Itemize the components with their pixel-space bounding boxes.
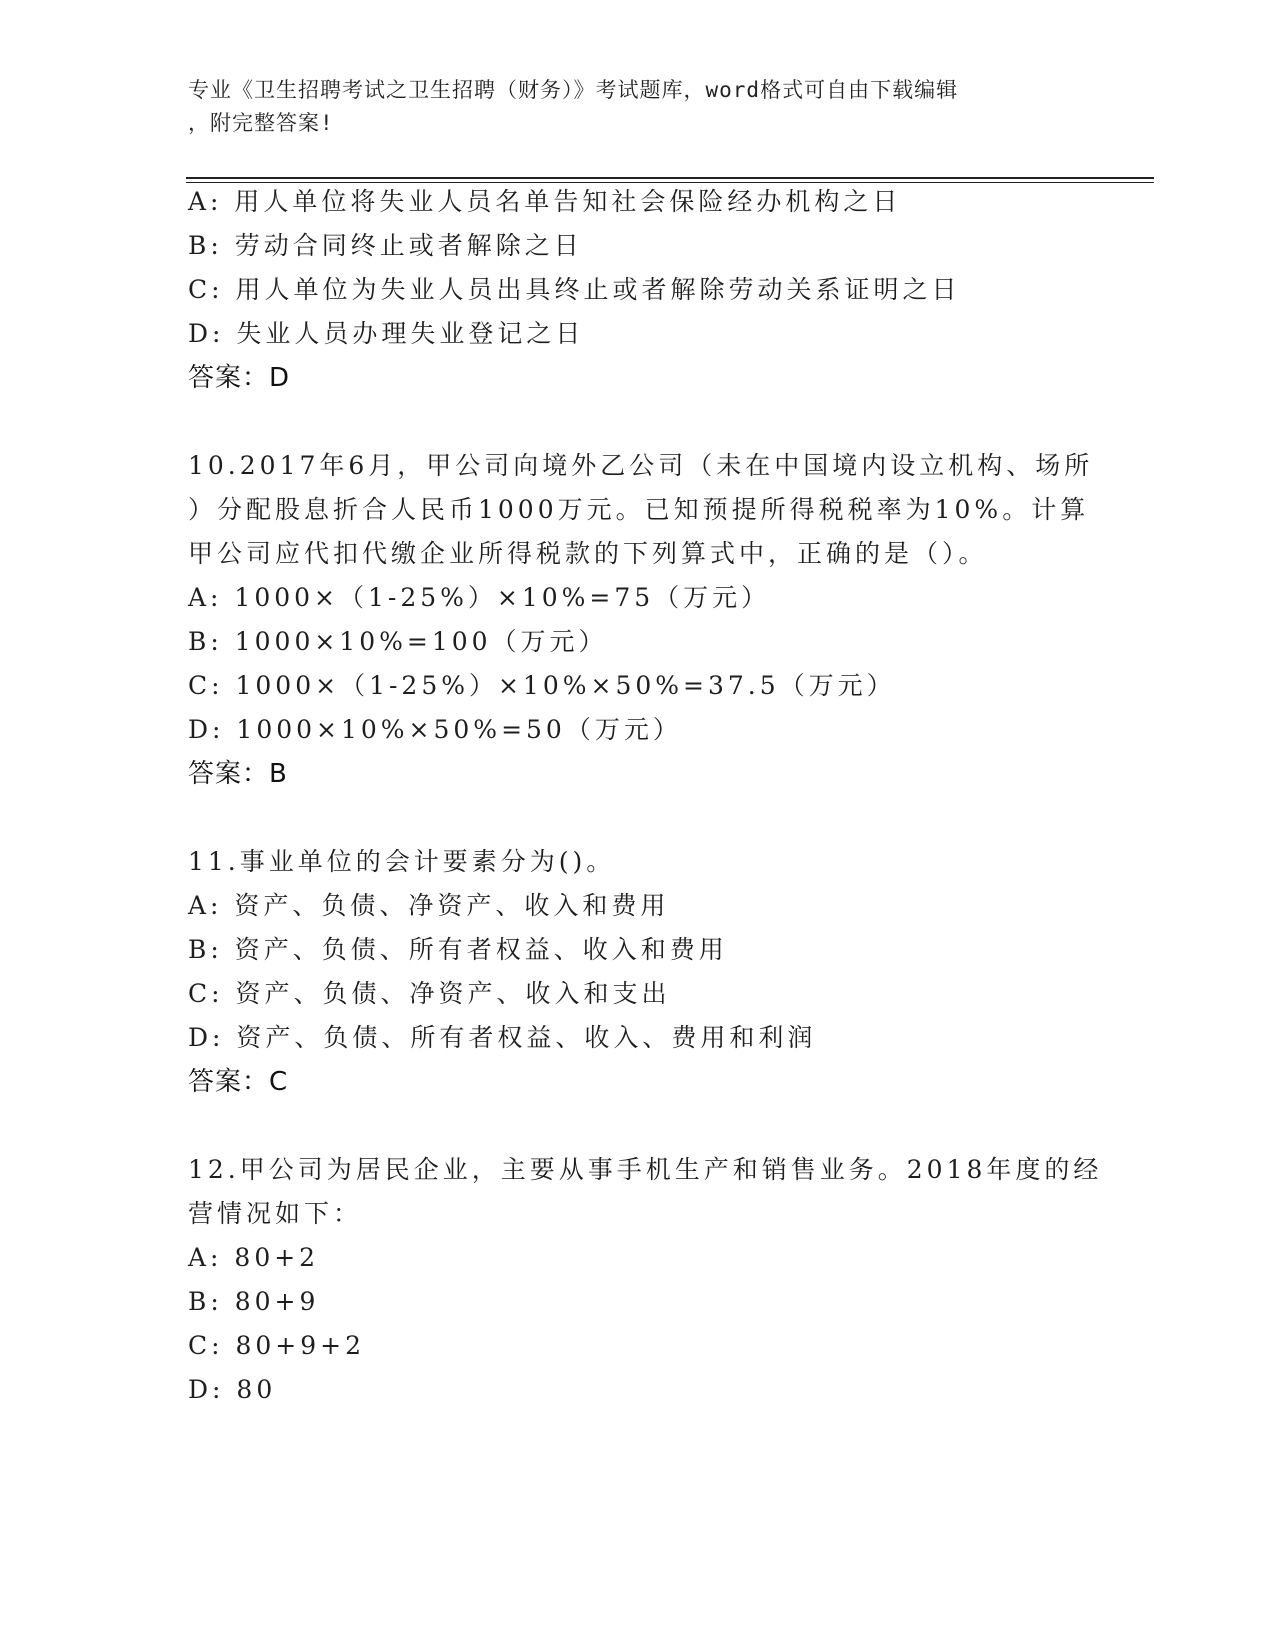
document-header <box>188 74 1068 140</box>
q11-option-d: D: 资产、负债、所有者权益、收入、费用和利润 <box>188 1023 817 1052</box>
q12-option-b: B: 80+9 <box>188 1287 320 1316</box>
q10-stem-line-1: 10.2017年6月，甲公司向境外乙公司（未在中国境内设立机构、场所 <box>188 451 1094 480</box>
q11-option-c: C: 资产、负债、净资产、收入和支出 <box>188 979 671 1008</box>
q10-option-d: D: 1000×10%×50%=50（万元） <box>188 715 682 744</box>
q9-option-a: A: 用人单位将失业人员名单告知社会保险经办机构之日 <box>188 187 902 216</box>
q12-option-c: C: 80+9+2 <box>188 1331 366 1360</box>
q12-stem-line-2: 营情况如下： <box>188 1199 363 1228</box>
q10-stem-line-3: 甲公司应代扣代缴企业所得税款的下列算式中，正确的是（）。 <box>188 539 988 568</box>
q10-option-a: A: 1000×（1-25%）×10%=75（万元） <box>188 583 771 612</box>
header-line-2: ，附完整答案! <box>188 111 334 135</box>
q10-answer: 答案：B <box>188 759 288 789</box>
header-line-1: 专业《卫生招聘考试之卫生招聘（财务）》考试题库，word格式可自由下载编辑 <box>188 78 959 102</box>
q10-option-c: C: 1000×（1-25%）×10%×50%=37.5（万元） <box>188 671 896 700</box>
q11-stem-line-1: 11.事业单位的会计要素分为()。 <box>188 847 616 876</box>
q11-option-a: A: 资产、负债、净资产、收入和费用 <box>188 891 670 920</box>
q9-option-b: B: 劳动合同终止或者解除之日 <box>188 231 583 260</box>
q11-answer: 答案：C <box>188 1067 289 1097</box>
q12-stem-line-1: 12.甲公司为居民企业，主要从事手机生产和销售业务。2018年度的经 <box>188 1155 1103 1184</box>
q10-option-b: B: 1000×10%=100（万元） <box>188 627 608 656</box>
q12-option-d: D: 80 <box>188 1375 277 1404</box>
q9-answer: 答案：D <box>188 363 291 393</box>
q11-option-b: B: 资产、负债、所有者权益、收入和费用 <box>188 935 728 964</box>
q9-option-d: D: 失业人员办理失业登记之日 <box>188 319 585 348</box>
q12-option-a: A: 80+2 <box>188 1243 320 1272</box>
q9-option-c: C: 用人单位为失业人员出具终止或者解除劳动关系证明之日 <box>188 275 961 304</box>
header-rule-thick <box>186 177 1154 179</box>
q10-stem-line-2: ）分配股息折合人民币1000万元。已知预提所得税税率为10%。计算 <box>188 495 1090 524</box>
